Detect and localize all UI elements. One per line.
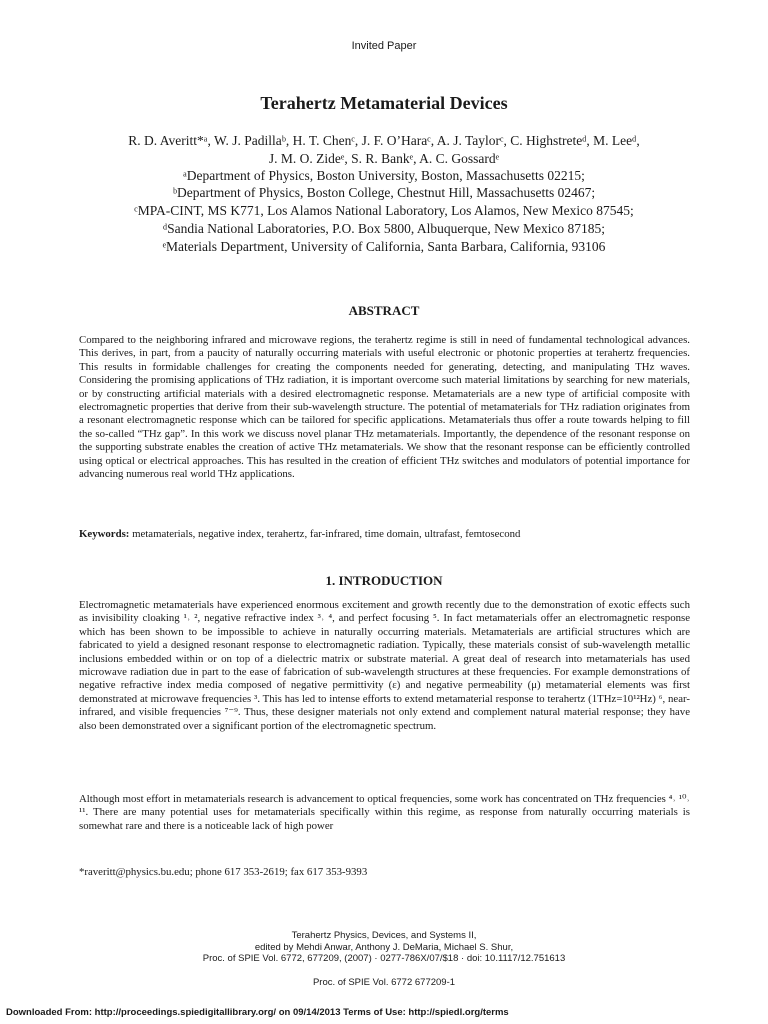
affiliation-b: ᵇDepartment of Physics, Boston College, Chestnut Hill, Massachusetts 02467;	[172, 185, 596, 200]
keywords-list: metamaterials, negative index, terahertz, far-infrared, time domain, ultrafast, femtosecond	[129, 528, 521, 540]
corresponding-author-footnote: *raveritt@physics.bu.edu; phone 617 353-2619; fax 617 353-9393	[79, 866, 368, 878]
affiliation-d: ᵈSandia National Laboratories, P.O. Box 5800, Albuquerque, New Mexico 87185;	[162, 221, 606, 236]
affiliation-e: ᵉMaterials Department, University of California, Santa Barbara, California, 93106	[162, 239, 606, 254]
author-list-line-2: J. M. O. Zideᵉ, S. R. Bankᵉ, A. C. Gossardᵉ	[268, 151, 500, 166]
download-notice: Downloaded From: http://proceedings.spiedigitallibrary.org/ on 09/14/2013 Terms of Use: http://spiedl.org/terms	[6, 1007, 509, 1018]
introduction-paragraph-1: Electromagnetic metamaterials have experienced enormous excitement and growth recently due to the demonstration of exotic effects such as invisibility cloaking ¹˒ ², negative refractive index ³˒ ⁴, and perfect focusing ⁵. In fact metamaterials offer an electromagnetic response which has been shown to be impossible to achieve in naturally occurring materials. Metamaterials are artificial structures which are fabricated to yield a designed resonant response to electromagnetic radiation. Typically, these materials consist of sub-wavelength metallic inclusions embedded within or on top of a dielectric matrix or substrate material. A great deal of research into metamaterials has used microwave radiation due in part to the ease of fabrication of sub-wavelength structures at these frequencies. For example demonstrations of negative refractive index media composed of negative permittivity (ε) and negative permeability (μ) metamaterial elements was first demonstrated at microwave frequencies ³. This has led to intense efforts to extend metamaterial response to terahertz (1THz=10¹²Hz) ⁶, near-infrared, and visible frequencies ⁷⁻⁹. Thus, these designer materials not only extend and complement natural material response; they have also been demonstrated over a significant portion of the electromagnetic spectrum.	[79, 599, 690, 732]
paper-title: Terahertz Metamaterial Devices	[260, 93, 508, 113]
abstract-heading: ABSTRACT	[348, 303, 420, 318]
page-number-footer: Proc. of SPIE Vol. 6772 677209-1	[312, 977, 456, 988]
author-list-line-1: R. D. Averitt*ᵃ, W. J. Padillaᵇ, H. T. Chenᶜ, J. F. O’Haraᶜ, A. J. Taylorᶜ, C. Highstreteᵈ, M. Leeᵈ,	[128, 133, 640, 148]
keywords-line	[79, 528, 690, 541]
affiliation-a: ᵃDepartment of Physics, Boston University, Boston, Massachusetts 02215;	[183, 168, 585, 183]
introduction-heading: 1. INTRODUCTION	[325, 573, 443, 588]
keywords-label: Keywords:	[79, 528, 130, 540]
affiliation-c: ᶜMPA-CINT, MS K771, Los Alamos National Laboratory, Los Alamos, New Mexico 87545;	[134, 203, 634, 218]
introduction-paragraph-2: Although most effort in metamaterials research is advancement to optical frequencies, some work has concentrated on THz frequencies ⁴˒ ¹⁰˒ ¹¹. There are many potential uses for metamaterials specifically within this regime, as response from naturally occurring materials is somewhat rare and there is a noticeable lack of high power	[79, 793, 690, 832]
abstract-text: Compared to the neighboring infrared and microwave regions, the terahertz regime is still in need of fundamental technological advances. This derives, in part, from a paucity of naturally occurring materials with useful electronic or photonic properties at terahertz frequencies. This results in formidable challenges for creating the components needed for generating, detecting, and manipulating THz waves. Considering the promising applications of THz radiation, it is important overcome such material limitations by searching for new materials, or by constructing artificial materials with a desired electromagnetic response. Metamaterials are a new type of artificial composite with electromagnetic properties that derive from their sub-wavelength structure. The potential of metamaterials for THz radiation originates from a resonant electromagnetic response which can be tailored for specific applications. Metamaterials thus offer a route towards helping to fill the so-called “THz gap”. In this work we discuss novel planar THz metamaterials. Importantly, the dependence of the resonant response on the supporting substrate enables the creation of active THz metamaterials. We show that the resonant response can be efficiently controlled using optical or electrical approaches. This has resulted in the creation of efficient THz switches and modulators of potential importance for advancing numerous real world THz applications.	[79, 334, 690, 481]
proceedings-line-3: Proc. of SPIE Vol. 6772, 677209, (2007) · 0277-786X/07/$18 · doi: 10.1117/12.751613	[202, 953, 566, 964]
proceedings-line-1: Terahertz Physics, Devices, and Systems II,	[291, 930, 477, 941]
invited-paper-label: Invited Paper	[351, 40, 417, 52]
proceedings-line-2: edited by Mehdi Anwar, Anthony J. DeMaria, Michael S. Shur,	[254, 941, 514, 953]
proceedings-citation	[0, 930, 768, 965]
